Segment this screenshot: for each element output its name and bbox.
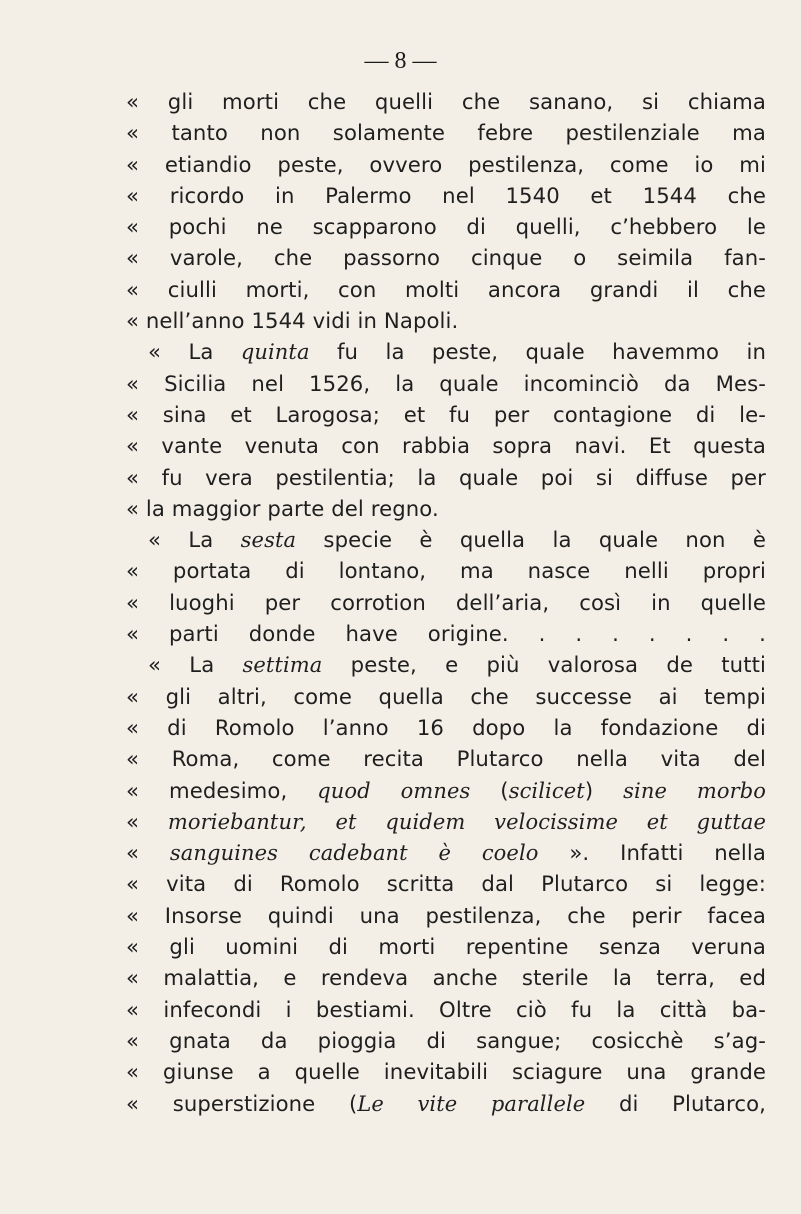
text-line — [126, 587, 766, 618]
text-line — [126, 242, 766, 273]
text-run: « Insorse quindi una pestilenza, che perir facea — [126, 902, 766, 928]
text-line — [126, 368, 766, 399]
text-run-italic: moriebantur, et quidem velocissime et guttae — [167, 809, 767, 834]
text-run: « parti donde have origine. . . . . . . . — [126, 621, 766, 647]
text-run: « ricordo in Palermo nel 1540 et 1544 che — [126, 182, 766, 208]
text-line — [126, 900, 766, 931]
text-line — [126, 399, 766, 430]
text-line — [126, 837, 766, 868]
text-run: fu la peste, quale havemmo in — [309, 339, 766, 365]
text-run-italic: Le vite parallele — [357, 1091, 586, 1116]
text-line — [126, 430, 766, 461]
text-run: « medesimo, — [126, 777, 318, 803]
text-line — [126, 994, 766, 1025]
text-run: « Sicilia nel 1526, la quale incominciò da Mes- — [126, 370, 766, 396]
text-run: specie è quella la quale non è — [296, 527, 766, 553]
text-run: « gli morti che quelli che sanano, si chiama — [126, 89, 766, 114]
text-line — [126, 806, 766, 837]
text-run: « malattia, e rendeva anche sterile la terra, ed — [126, 965, 766, 991]
text-run: « La — [148, 652, 243, 678]
text-run: « La — [148, 527, 241, 553]
text-line — [126, 117, 766, 148]
text-run: « varole, che passorno cinque o seimila fan- — [126, 245, 766, 271]
text-run-italic: sanguines cadebant è coelo — [169, 841, 539, 866]
text-run: « gnata da pioggia di sangue; cosicchè s’ag- — [126, 1027, 766, 1053]
text-run-italic: quod omnes — [317, 778, 471, 803]
text-run: « etiandio peste, ovvero pestilenza, come io mi — [126, 151, 766, 177]
text-run-italic: quinta — [240, 340, 310, 365]
text-line — [126, 681, 766, 712]
text-line — [126, 524, 766, 555]
text-run: ( — [470, 777, 509, 803]
text-run: « la maggior parte del regno. — [126, 495, 439, 521]
text-run-italic: sine morbo — [623, 778, 767, 803]
text-line — [126, 211, 766, 242]
text-line — [126, 743, 766, 774]
text-run: « superstizione ( — [126, 1090, 358, 1116]
text-run: « gli uomini di morti repentine senza veruna — [126, 934, 766, 960]
text-line — [126, 555, 766, 586]
text-run: « ciulli morti, con molti ancora grandi il che — [126, 276, 766, 302]
text-run: « — [126, 840, 170, 866]
text-line — [126, 712, 766, 743]
text-run: « vante venuta con rabbia sopra navi. Et questa — [126, 433, 766, 459]
text-run: di Plutarco, — [585, 1090, 766, 1116]
text-run: « giunse a quelle inevitabili sciagure una grande — [126, 1059, 766, 1085]
text-run: « fu vera pestilentia; la quale poi si diffuse per — [126, 464, 766, 490]
text-run: « portata di lontano, ma nasce nelli propri — [126, 558, 766, 584]
text-line — [126, 305, 766, 336]
text-run-italic: sesta — [240, 528, 297, 553]
text-line — [126, 618, 766, 649]
text-run: « pochi ne scapparono di quelli, c’hebbero le — [126, 214, 766, 240]
text-run: ». Infatti nella — [538, 840, 766, 866]
text-run: « infecondi i bestiami. Oltre ciò fu la città ba- — [126, 996, 766, 1022]
text-line — [126, 649, 766, 680]
text-line — [126, 180, 766, 211]
text-run: « sina et Larogosa; et fu per contagione di le- — [126, 401, 766, 427]
text-run: « — [126, 808, 168, 834]
text-run: « luoghi per corrotion dell’aria, così in quelle — [126, 589, 766, 615]
text-line — [126, 336, 766, 367]
text-run: « di Romolo l’anno 16 dopo la fondazione di — [126, 714, 766, 740]
text-run: peste, e più valorosa de tutti — [322, 652, 766, 678]
text-line — [126, 868, 766, 899]
text-line — [126, 149, 766, 180]
text-run: « La — [148, 339, 241, 365]
text-run-italic: scilicet — [508, 778, 585, 803]
text-run: « nell’anno 1544 vidi in Napoli. — [126, 308, 459, 334]
body-text — [126, 86, 766, 1119]
text-run: ) — [584, 777, 624, 803]
text-run: « vita di Romolo scritta dal Plutarco si legge: — [126, 871, 766, 897]
text-line — [126, 962, 766, 993]
text-line — [126, 1025, 766, 1056]
text-line — [126, 493, 766, 524]
text-line — [126, 462, 766, 493]
text-line — [126, 775, 766, 806]
text-line — [126, 1056, 766, 1087]
text-run: « Roma, come recita Plutarco nella vita del — [126, 746, 766, 772]
text-line — [126, 1088, 766, 1119]
text-line — [126, 931, 766, 962]
text-line — [126, 274, 766, 305]
text-run-italic: settima — [242, 653, 323, 678]
page-number: — 8 — — [364, 48, 437, 74]
text-line — [126, 86, 766, 117]
text-run: « tanto non solamente febre pestilenziale ma — [126, 120, 766, 146]
text-run: « gli altri, come quella che successe ai tempi — [126, 683, 766, 709]
